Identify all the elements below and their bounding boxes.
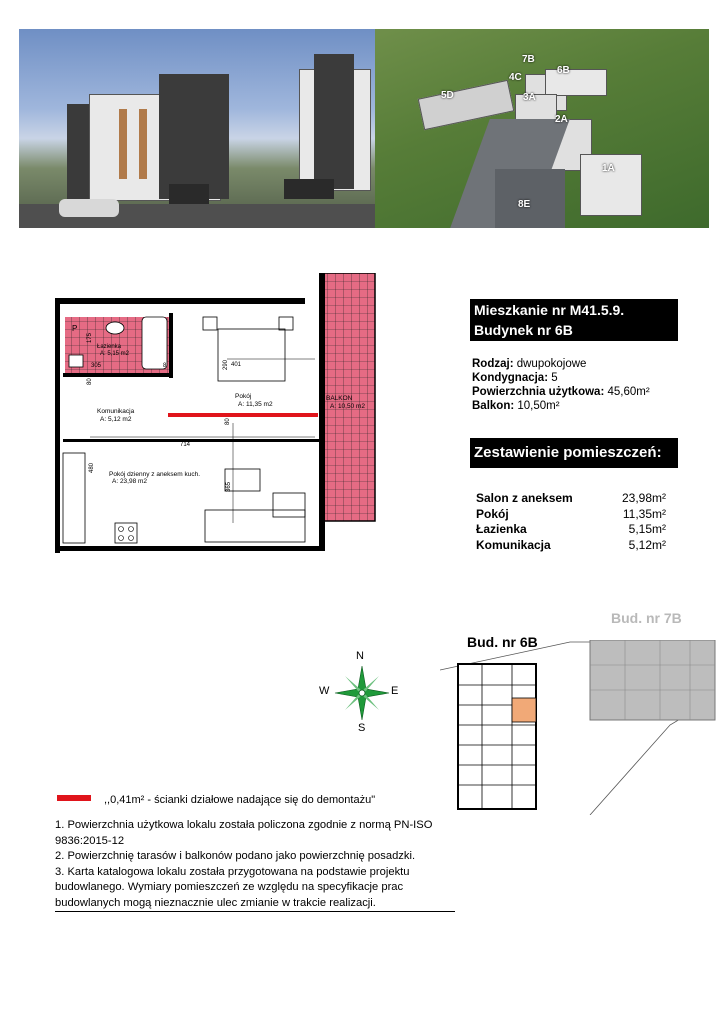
render-label: 1A: [602, 163, 615, 174]
bathroom-area: A: 5,15 m2: [100, 351, 130, 357]
building-render-street: [19, 29, 375, 228]
p-label: P: [72, 324, 78, 333]
floor-plan: [55, 273, 380, 553]
dim-label: 365: [226, 481, 232, 492]
apartment-title-box: [470, 299, 678, 341]
room-area: A: 11,35 m2: [238, 401, 273, 408]
type-label: Rodzaj:: [472, 358, 514, 370]
building-number: Budynek nr 6B: [474, 322, 573, 338]
divider: [55, 911, 455, 912]
area-value: 45,60m²: [607, 386, 650, 398]
notes: [55, 818, 455, 911]
compass: [315, 650, 410, 735]
apartment-info: [472, 357, 650, 413]
building-7b-label: Bud. nr 7B: [611, 610, 682, 626]
type-value: dwupokojowe: [516, 358, 587, 370]
compass-w: W: [319, 685, 330, 697]
site-aerial-render: [375, 29, 709, 228]
note: 2. Powierzchnię tarasów i balkonów podano jako powierzchnię posadzki.: [55, 850, 416, 862]
render-label: 3A: [523, 92, 536, 103]
living-area: A: 23,98 m2: [112, 478, 148, 485]
dim-label: 305: [91, 363, 102, 369]
list-item: [476, 522, 666, 538]
render-label: 2A: [555, 114, 568, 125]
list-item: [476, 507, 666, 523]
room-name: Pokój: [235, 393, 252, 400]
room-name: Salon z aneksem: [476, 491, 573, 505]
partition-legend-text: ,,0,41m² - ścianki działowe nadające się do demontażu": [104, 794, 376, 806]
list-item: [476, 538, 666, 554]
render-label: 6B: [557, 65, 570, 76]
dim-label: 480: [89, 462, 95, 473]
dim-label: 401: [231, 362, 242, 368]
area-label: Powierzchnia użytkowa:: [472, 386, 605, 398]
compass-s: S: [358, 722, 366, 734]
site-plan: [440, 640, 720, 815]
highlighted-unit: [512, 698, 536, 722]
balcony-area-label: A: 10,50 m2: [330, 403, 366, 410]
summary-heading: Zestawienie pomieszczeń:: [470, 438, 678, 468]
living-name: Pokój dzienny z aneksem kuch.: [109, 471, 201, 478]
render-label: 7B: [522, 54, 535, 65]
dim-label: 290: [223, 359, 229, 370]
floor-label: Kondygnacja:: [472, 372, 549, 384]
partition-legend-swatch: [57, 795, 91, 801]
render-label: 4C: [509, 72, 522, 83]
balcony-name: BALKON: [326, 395, 353, 402]
hall-name: Komunikacja: [97, 408, 135, 415]
balcony-label: Balkon:: [472, 400, 515, 412]
render-label: 8E: [518, 199, 531, 210]
compass-rose-icon: [333, 664, 391, 722]
balcony-value: 10,50m²: [517, 400, 560, 412]
note: 3. Karta katalogowa lokalu została przygotowana na podstawie projektu budowlanego. Wymiary pomieszczeń ze względu na specyfikacje prac budowlanych mogą nieznacznie ulec zmianie w trakcie realizacji.: [55, 865, 410, 909]
floor-value: 5: [551, 372, 558, 384]
compass-e: E: [391, 685, 399, 697]
building-6b-label: Bud. nr 6B: [467, 634, 538, 650]
room-area: 11,35m²: [622, 506, 666, 521]
render-label: 5D: [441, 90, 454, 101]
room-name: Łazienka: [476, 522, 527, 536]
dim-label: 175: [87, 332, 93, 343]
hall-area: A: 5,12 m2: [100, 416, 132, 423]
room-area: 5,12m²: [628, 537, 666, 552]
compass-n: N: [356, 650, 364, 662]
room-name: Komunikacja: [476, 537, 551, 552]
note: 1. Powierzchnia użytkowa lokalu została policzona zgodnie z normą PN-ISO 9836:2015-12: [55, 819, 433, 847]
list-item: [476, 491, 666, 507]
bathroom-name: Łazienka: [97, 344, 122, 350]
room-area: 23,98m²: [621, 491, 666, 505]
demountable-partition: [168, 413, 318, 417]
dim-label: 80: [225, 418, 231, 425]
room-area: 5,15m²: [628, 522, 666, 536]
dim-label: 8: [163, 363, 167, 369]
apartment-number: Mieszkanie nr M41.5.9.: [474, 302, 625, 318]
dim-label: 714: [180, 442, 191, 448]
room-name: Pokój: [476, 506, 509, 521]
dim-label: 80: [87, 378, 93, 385]
room-summary-list: [476, 491, 666, 553]
